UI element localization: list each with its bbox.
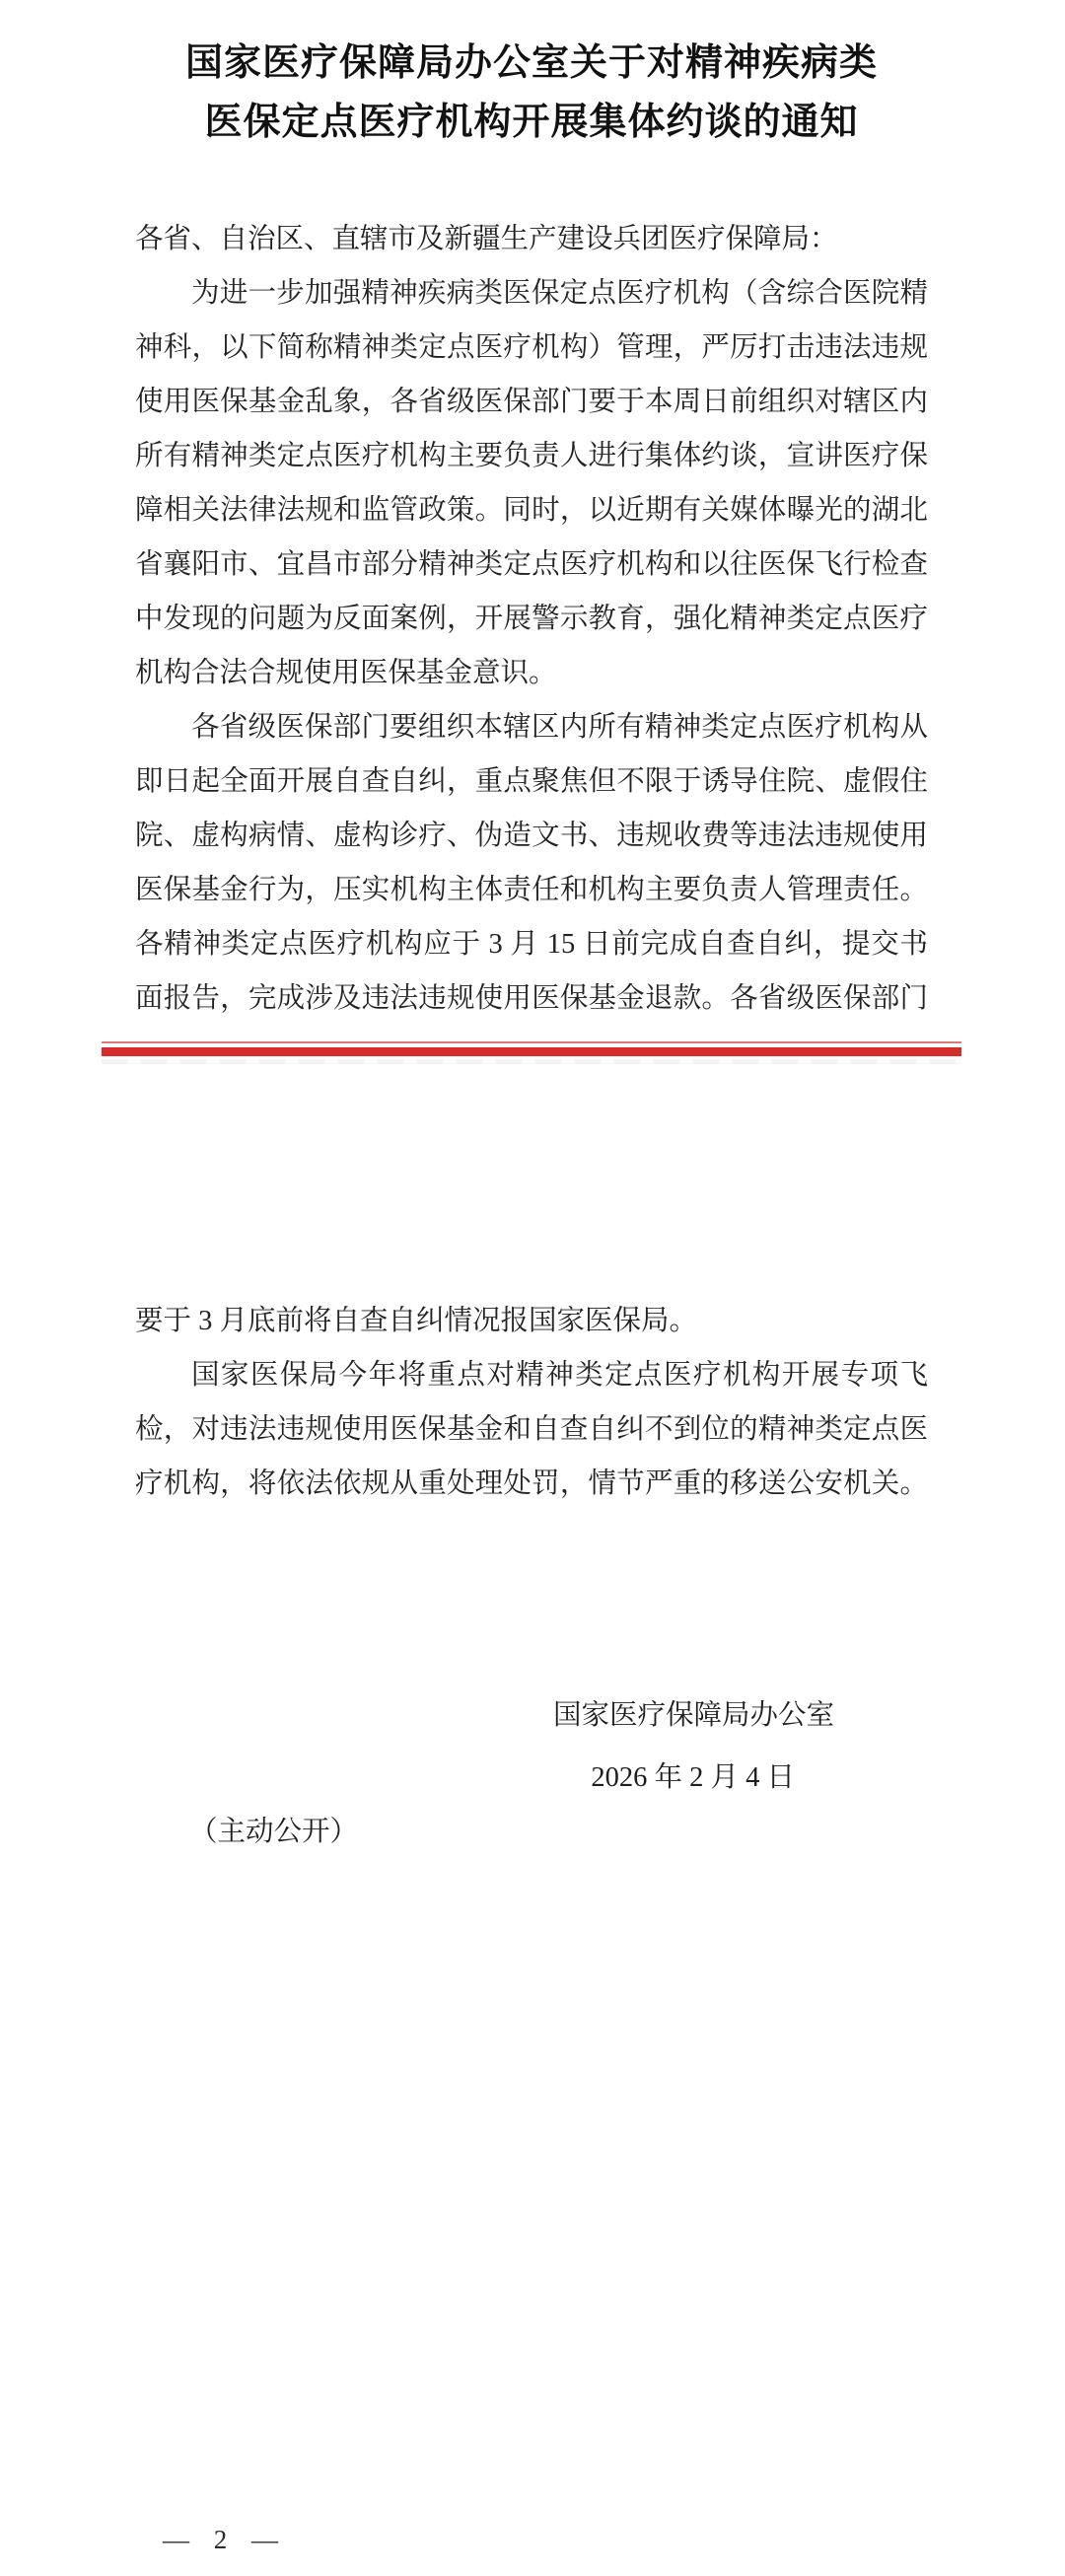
title-line-1: 国家医疗保障局办公室关于对精神疾病类 — [184, 42, 878, 84]
divider-thick-red-line — [102, 1047, 961, 1056]
body-line: 所有精神类定点医疗机构主要负责人进行集体约谈，宣讲医疗保 — [135, 441, 928, 471]
body-line: 国家医保局今年将重点对精神类定点医疗机构开展专项飞 — [191, 1360, 928, 1391]
divider-thin-red-line — [102, 1041, 961, 1043]
body-line: 各精神类定点医疗机构应于 3 月 15 日前完成自查自纠，提交书 — [135, 929, 928, 960]
salutation: 各省、自治区、直辖市及新疆生产建设兵团医疗保障局： — [135, 224, 838, 254]
body-line: 使用医保基金乱象，各省级医保部门要于本周日前组织对辖区内 — [135, 387, 928, 417]
body-line: 省襄阳市、宜昌市部分精神类定点医疗机构和以往医保飞行检查 — [135, 549, 928, 580]
document-title — [135, 0, 928, 152]
body-line: 即日起全面开展自查自纠，重点聚焦但不限于诱导住院、虚假住 — [135, 766, 928, 797]
publicity-note: （主动公开） — [189, 1817, 359, 1847]
faded-text-artifact — [102, 1059, 961, 1064]
body-line: 机构合法合规使用医保基金意识。 — [135, 658, 557, 688]
body-line: 为进一步加强精神疾病类医保定点医疗机构（含综合医院精 — [191, 278, 928, 309]
paragraph-3 — [135, 1348, 928, 1511]
title-line-2: 医保定点医疗机构开展集体约谈的通知 — [204, 102, 859, 143]
paragraph-2-resume-line: 要于 3 月底前将自查自纠情况报国家医保局。 — [135, 1306, 698, 1336]
document-content — [135, 0, 928, 1859]
issue-date: 2026 年 2 月 4 日 — [591, 1762, 795, 1793]
issuing-office-signature: 国家医疗保障局办公室 — [552, 1700, 834, 1731]
body-line: 各省级医保部门要组织本辖区内所有精神类定点医疗机构从 — [191, 712, 928, 743]
page-number: — 2 — — [163, 2525, 280, 2554]
paragraph-2 — [135, 700, 928, 1026]
body-line: 面报告，完成涉及违法违规使用医保基金退款。各省级医保部门 — [135, 983, 928, 1014]
body-line: 障相关法律法规和监管政策。同时，以近期有关媒体曝光的湖北 — [135, 495, 928, 526]
body-line: 医保基金行为，压实机构主体责任和机构主要负责人管理责任。 — [135, 875, 928, 905]
page-stitch-divider — [102, 1041, 961, 1064]
body-line: 院、虚构病情、虚构诊疗、伪造文书、违规收费等违法违规使用 — [135, 821, 928, 851]
body-line: 中发现的问题为反面案例，开展警示教育，强化精神类定点医疗 — [135, 604, 928, 634]
body-line: 神科，以下简称精神类定点医疗机构）管理，严厉打击违法违规 — [135, 332, 928, 363]
body-line: 检，对违法违规使用医保基金和自查自纠不到位的精神类定点医 — [135, 1414, 928, 1445]
paragraph-1 — [135, 266, 928, 700]
body-line: 疗机构，将依法依规从重处理处罚，情节严重的移送公安机关。 — [135, 1468, 928, 1499]
